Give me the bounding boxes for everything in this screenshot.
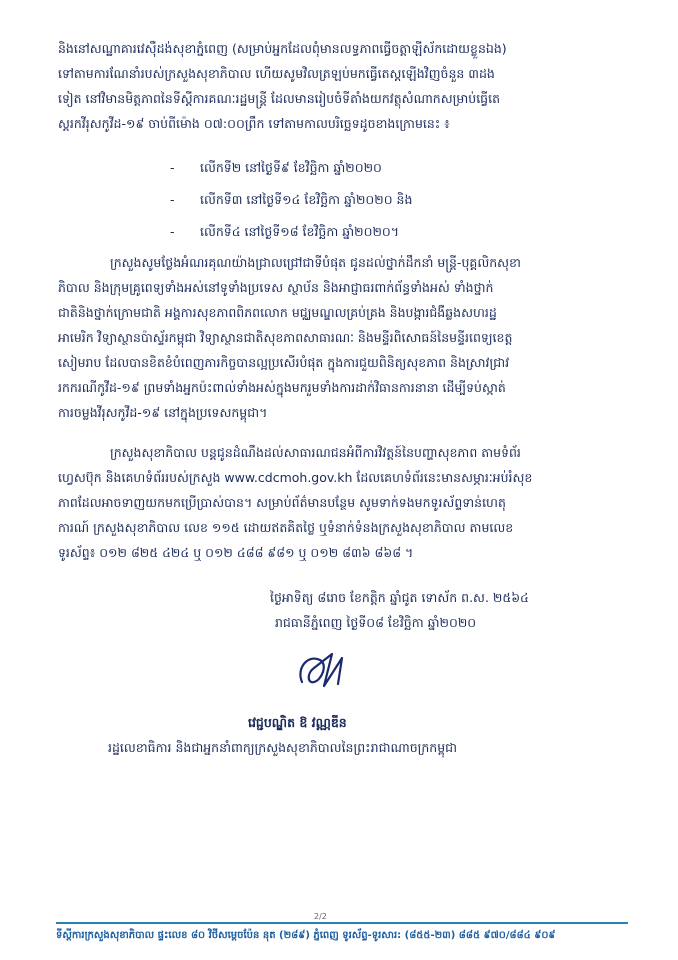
paragraph-line: ភាពដែលអាចទាញយកមកប្រើប្រាស់បាន។ សម្រាប់ព័ត៌មានបន្ថែម សូមទាក់ទងមកទូរស័ព្ទទាន់ហេតុ — [58, 495, 506, 510]
signature-image — [292, 648, 352, 692]
bullet-text: លើកទី៤ នៅថ្ងៃទី១៨ ខែវិច្ឆិកា ឆ្នាំ២០២០។ — [200, 224, 399, 239]
paragraph-line: ក្រសួងសុខាភិបាល បន្តជូនដំណឹងដល់សាធារណជនអំពីការវិវត្តន៍នៃបញ្ហាសុខភាព តាមទំព័រ — [110, 445, 521, 460]
paragraph-line: ជាតិនិងថ្នាក់ក្រោមជាតិ អង្គការសុខភាពពិភពលោក មជ្ឈមណ្ឌលគ្រប់គ្រង និងបង្ការជំងឺឆ្លងសហរដ្ឋ — [58, 305, 497, 320]
bullet-text: លើកទី៣ នៅថ្ងៃទី១៤ ខែវិច្ឆិកា ឆ្នាំ២០២០ និង — [200, 192, 413, 207]
paragraph-line: និងនៅសណ្ឋាគារវេស៊ឺដង់សុខាភ្នំពេញ (សម្រាប់អ្នកដែលពុំមានលទ្ធភាពធ្វើចត្តាឡីស័កដោយខ្លួនឯង) — [58, 41, 507, 56]
list-item — [170, 152, 412, 184]
paragraph-line: ក្រសួងសូមថ្លែងអំណរគុណយ៉ាងជ្រាលជ្រៅជាទីបំផុត ជូនដល់ថ្នាក់ដឹកនាំ មន្ត្រី-បុគ្គលិកសុខា — [110, 255, 521, 270]
solar-date: រាជធានីភ្នំពេញ ថ្ងៃទី០៨ ខែវិច្ឆិកា ឆ្នាំ២០២០ — [275, 615, 477, 630]
paragraph-line: ទៅតាមការណែនាំរបស់ក្រសួងសុខាភិបាល ហើយសូមវិលត្រឡប់មកធ្វើតេស្តឡើងវិញចំនួន ៣ដង — [58, 66, 495, 81]
lunar-date: ថ្ងៃអាទិត្យ ៨រោច ខែកត្តិក ឆ្នាំជូត ទោស័ក ព.ស. ២៥៦៤ — [270, 590, 529, 605]
paragraph-line: ហ្វេសប៊ុក និងគេហទំព័ររបស់ក្រសួង www.cdcmoh.gov.kh ដែលគេហទំព័រនេះមានសម្ភារៈអប់រំសុខ — [58, 470, 533, 485]
bullet-text: លើកទី២ នៅថ្ងៃទី៩ ខែវិច្ឆិកា ឆ្នាំ២០២០ — [200, 160, 382, 175]
signatory-title: រដ្ឋលេខាធិការ និងជាអ្នកនាំពាក្យក្រសួងសុខាភិបាលនៃព្រះរាជាណាចក្រកម្ពុជា — [108, 740, 458, 755]
paragraph-line: សៀមរាប ដែលបានខិតខំបំពេញភារកិច្ចបានល្អប្រសើរបំផុត ក្នុងការជួយពិនិត្យសុខភាព និងស្រាវជ្រាវ — [58, 355, 510, 370]
footer-divider — [56, 922, 628, 924]
paragraph-line: ស្តរកវីរុសកូវីដ-១៩ ចាប់ពីម៉ោង ០៧:០០ព្រឹក ទៅតាមកាលបរិច្ឆេទដូចខាងក្រោមនេះ ៖ — [58, 116, 450, 131]
list-item — [170, 216, 412, 248]
paragraph-line: ភិបាល និងក្រុមគ្រូពេទ្យទាំងអស់នៅទូទាំងប្រទេស ស្ថាប័ន និងអាជ្ញាធរពាក់ព័ន្ធទាំងអស់ ទាំងថ្នាក់ — [58, 280, 494, 295]
page-number: 2/2 — [314, 912, 327, 921]
paragraph-line: រកករណីកូវីដ-១៩ ព្រមទាំងអ្នកប៉ះពាល់ទាំងអស់ក្នុងមករួមទាំងការដាក់វិធានការនានា ដើម្បីទប់ស្កាត់ — [58, 380, 506, 395]
paragraph-instructions — [58, 36, 630, 136]
paragraph-line: ទៀត នៅវិមានមិត្តភាពនៃទីស្ដីការគណៈរដ្ឋមន្ត្រី ដែលមានរៀបចំទីតាំងយកវត្ថុសំណាកសម្រាប់ធ្វើតេ — [58, 91, 500, 106]
footer-address: ទីស្ដីការក្រសួងសុខាភិបាល ផ្ទះលេខ ៨០ វិថីសម្ដេចប៉ែន នុត (២៨៩) ភ្នំពេញ ទូរស័ព្ទ-ទូរសារ: (៨៥៥-២៣) ៨៨៥ ៩៧០/៨៨៤ ៩០៩ — [56, 930, 556, 941]
signatory-name: វេជ្ជបណ្ឌិត ឱ វណ្ណឌីន — [248, 715, 347, 730]
paragraph-line: ទូរស័ព្ទ៖ ០១២ ៨២៥ ៤២៤ ឬ ០១២ ៤៨៨ ៩៨១ ឬ ០១២ ៨៣៦ ៨៦៨ ។ — [58, 545, 414, 560]
bullet-dash: - — [170, 192, 175, 207]
paragraph-line: ការចម្លងវីរុសកូវីដ-១៩ នៅក្នុងប្រទេសកម្ពុជា។ — [58, 405, 268, 420]
bullet-dash: - — [170, 224, 175, 239]
list-item — [170, 184, 412, 216]
paragraph-contact — [58, 440, 630, 565]
test-dates-list — [170, 152, 412, 248]
bullet-dash: - — [170, 160, 175, 175]
paragraph-line: ការណ៍ ក្រសួងសុខាភិបាល លេខ ១១៥ ដោយឥតគិតថ្លៃ ឬទំនាក់ទំនងក្រសួងសុខាភិបាល តាមលេខ — [58, 520, 514, 535]
paragraph-thanks — [58, 250, 630, 425]
paragraph-line: អាមេរិក វិទ្យាស្ថានប៉ាស្ទ័រកម្ពុជា វិទ្យាស្ថានជាតិសុខភាពសាធារណៈ និងមន្ទីរពិសោធន៍នៃមន្ទីរពេទ្យខេត្ត — [58, 330, 513, 345]
